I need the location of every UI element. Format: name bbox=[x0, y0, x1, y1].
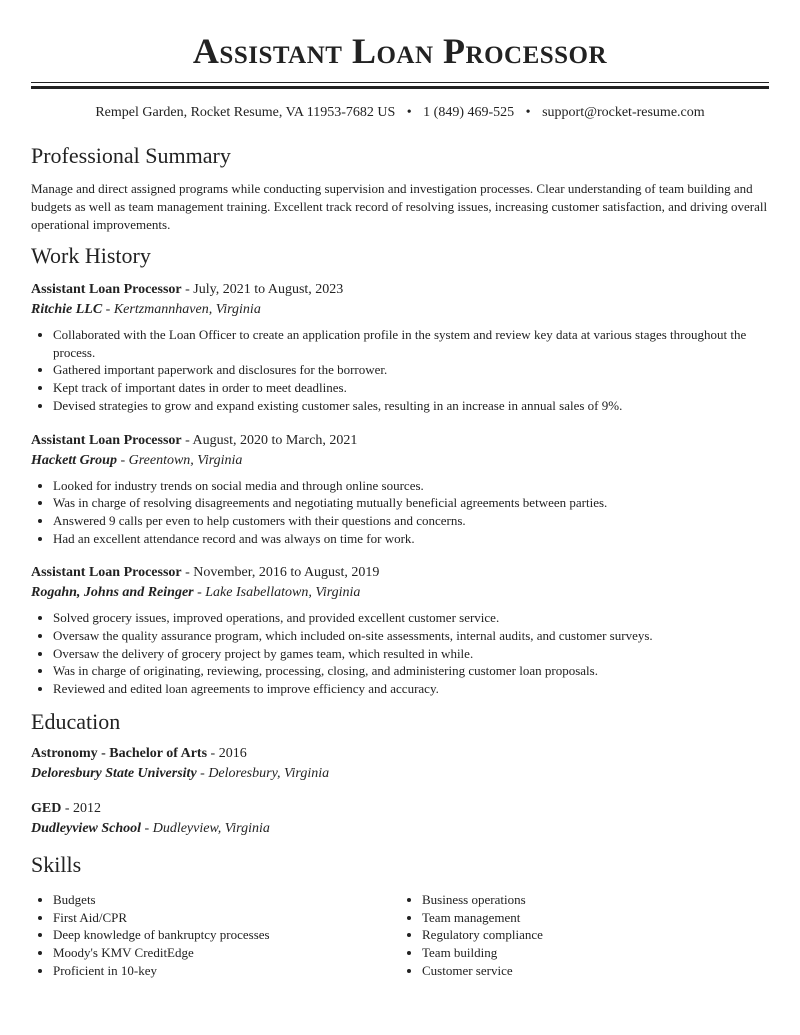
list-item: • Looked for industry trends on social media and through online sources. bbox=[53, 477, 769, 495]
list-item: • Solved grocery issues, improved operations, and provided excellent customer service. bbox=[53, 609, 769, 627]
skills-list-left bbox=[31, 891, 400, 980]
education-section bbox=[31, 706, 769, 839]
job-duties bbox=[31, 477, 769, 548]
job-dates: - August, 2020 to March, 2021 bbox=[185, 432, 358, 448]
education-school: Deloresbury State University bbox=[31, 765, 197, 781]
contact-phone[interactable]: 1 (849) 469-525 bbox=[423, 105, 515, 120]
job-location: - Greentown, Virginia bbox=[120, 452, 243, 468]
summary-heading: Professional Summary bbox=[31, 143, 231, 168]
header-divider-thick bbox=[31, 86, 769, 89]
education-degree: Astronomy - Bachelor of Arts bbox=[31, 745, 208, 761]
job-location: - Kertzmannhaven, Virginia bbox=[105, 302, 261, 317]
work-history-heading: Work History bbox=[31, 243, 151, 268]
list-item: • Was in charge of resolving disagreements and negotiating mutually beneficial agreements between parties. bbox=[53, 494, 769, 512]
job-title: Assistant Loan Processor bbox=[31, 432, 182, 448]
job-location: - Lake Isabellatown, Virginia bbox=[197, 585, 361, 601]
job-employer bbox=[31, 583, 769, 603]
job-employer bbox=[31, 451, 769, 471]
education-heading: Education bbox=[31, 708, 121, 734]
summary-text: Manage and direct assigned programs while conducting supervision and investigation processes. Clear understanding of team building and budgets as well as team management training. Excellent track record of resolving issues, increasing customer satisfaction, and driving overall operational improvements. bbox=[31, 181, 768, 232]
list-item: • Devised strategies to grow and expand existing customer sales, resulting in an increase in annual sales of 9%. bbox=[53, 397, 769, 415]
education-year: - 2012 bbox=[64, 800, 102, 816]
contact-email[interactable]: support@rocket-resume.com bbox=[542, 105, 705, 120]
education-school: Dudleyview School bbox=[31, 820, 142, 836]
list-item: • Collaborated with the Loan Officer to create an application profile in the system and review key data at various stages throughout the process. bbox=[53, 326, 769, 361]
summary-section bbox=[31, 140, 769, 234]
job-entry bbox=[31, 431, 769, 548]
job-dates: - November, 2016 to August, 2019 bbox=[185, 565, 380, 581]
skill-item: • Moody's KMV CreditEdge bbox=[53, 944, 400, 962]
job-company: Hackett Group bbox=[31, 452, 117, 468]
list-item: • Gathered important paperwork and disclosures for the borrower. bbox=[53, 361, 769, 379]
skill-item: • Regulatory compliance bbox=[422, 926, 769, 944]
skill-item: • Team building bbox=[422, 944, 769, 962]
skill-item: • Proficient in 10-key bbox=[53, 962, 400, 980]
list-item: • Answered 9 calls per even to help customers with their questions and concerns. bbox=[53, 512, 769, 530]
skill-item: • Budgets bbox=[53, 891, 400, 909]
job-employer bbox=[31, 300, 769, 320]
education-year: - 2016 bbox=[210, 745, 247, 761]
list-item: • Kept track of important dates in order to meet deadlines. bbox=[53, 379, 769, 397]
list-item: • Was in charge of originating, reviewing, processing, closing, and administering customer loan proposals. bbox=[53, 662, 769, 680]
education-header bbox=[31, 799, 769, 819]
education-school-line bbox=[31, 764, 769, 784]
job-header bbox=[31, 280, 769, 300]
skill-item: • Deep knowledge of bankruptcy processes bbox=[53, 926, 400, 944]
resume-title: Assistant Loan Processor bbox=[192, 31, 608, 71]
skill-item: • Business operations bbox=[422, 891, 769, 909]
list-item: • Oversaw the quality assurance program, which included on-site assessments, internal audits, and customer surveys. bbox=[53, 627, 769, 645]
list-item: • Had an excellent attendance record and was always on time for work. bbox=[53, 530, 769, 548]
skills-heading: Skills bbox=[31, 851, 82, 877]
job-title: Assistant Loan Processor bbox=[31, 282, 182, 297]
education-degree: GED bbox=[31, 800, 62, 816]
job-header bbox=[31, 563, 769, 583]
contact-line bbox=[31, 104, 769, 122]
contact-separator: • bbox=[525, 105, 531, 120]
list-item: • Oversaw the delivery of grocery project by games team, which resulted in while. bbox=[53, 645, 769, 663]
work-history-section bbox=[31, 240, 769, 698]
skills-list-right bbox=[400, 891, 769, 980]
education-header bbox=[31, 744, 769, 764]
resume-content bbox=[31, 140, 769, 979]
job-entry bbox=[31, 563, 769, 698]
contact-separator: • bbox=[406, 105, 412, 120]
job-title: Assistant Loan Processor bbox=[31, 565, 182, 581]
education-school-line bbox=[31, 819, 769, 839]
list-item: • Reviewed and edited loan agreements to improve efficiency and accuracy. bbox=[53, 680, 769, 698]
skill-item: • Team management bbox=[422, 909, 769, 927]
contact-address: Rempel Garden, Rocket Resume, VA 11953-7682 US bbox=[95, 105, 396, 120]
job-company: Rogahn, Johns and Reinger bbox=[31, 585, 194, 601]
skills-columns bbox=[31, 885, 769, 980]
education-location: - Dudleyview, Virginia bbox=[144, 820, 270, 836]
job-duties bbox=[31, 609, 769, 698]
job-entry bbox=[31, 280, 769, 415]
education-entry bbox=[31, 799, 769, 839]
skill-item: • First Aid/CPR bbox=[53, 909, 400, 927]
job-duties bbox=[31, 326, 769, 415]
job-company: Ritchie LLC bbox=[31, 302, 103, 317]
job-dates: - July, 2021 to August, 2023 bbox=[185, 282, 344, 297]
job-header bbox=[31, 431, 769, 451]
skills-section bbox=[31, 849, 769, 980]
header-divider-thin bbox=[31, 82, 769, 83]
education-entry bbox=[31, 744, 769, 784]
skill-item: • Customer service bbox=[422, 962, 769, 980]
education-location: - Deloresbury, Virginia bbox=[200, 765, 330, 781]
